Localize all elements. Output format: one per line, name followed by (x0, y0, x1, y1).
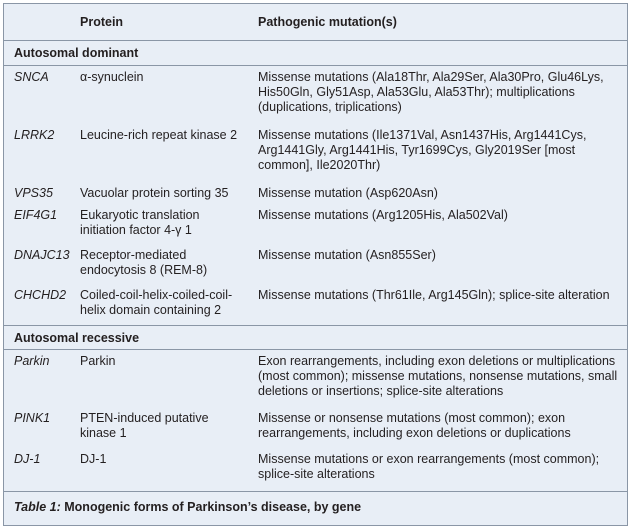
caption-text: Monogenic forms of Parkinson’s disease, by gene (60, 500, 362, 514)
mutation-column-header: Pathogenic mutation(s) (258, 15, 397, 29)
table-row-gene: Parkin (14, 354, 50, 368)
section-autosomal-dominant: Autosomal dominant (14, 46, 139, 60)
table-row-mutation: Missense mutations or exon rearrangements (most common); splice-site alterations (258, 452, 600, 481)
table-row-protein: Leucine-rich repeat kinase 2 (80, 128, 238, 142)
table-row-gene: PINK1 (14, 411, 51, 425)
table-row-gene: SNCA (14, 70, 49, 84)
table-row-mutation: Exon rearrangements, including exon deletions or multiplications (most common); missense mutations, nonsense mutations, small deletions or insertions; splice-site alterations (258, 354, 618, 398)
table-row-gene: DNAJC13 (14, 248, 70, 262)
protein-column-header: Protein (80, 15, 124, 29)
caption-divider (4, 491, 627, 492)
table-row-protein: Eukaryotic translation initiation factor 4-γ 1 (80, 208, 200, 237)
table-row-mutation: Missense mutations (Ile1371Val, Asn1437His, Arg1441Cys, Arg1441Gly, Arg1441His, Tyr1699Cys, Gly2019Ser [most common], Ile2020Thr) (258, 128, 587, 172)
table-row-protein: Vacuolar protein sorting 35 (80, 186, 229, 200)
section-autosomal-recessive: Autosomal recessive (14, 331, 140, 345)
table-row-gene: LRRK2 (14, 128, 55, 142)
caption-label: Table 1: (14, 500, 61, 514)
table-caption (14, 500, 361, 514)
table-row-mutation: Missense mutation (Asp620Asn) (258, 186, 438, 200)
section-divider-recessive (4, 349, 627, 350)
table-row-gene: EIF4G1 (14, 208, 58, 222)
header-divider (4, 40, 627, 41)
table-row-gene: CHCHD2 (14, 288, 67, 302)
table-row-mutation: Missense mutations (Ala18Thr, Ala29Ser, Ala30Pro, Glu46Lys, His50Gln, Gly51Asp, Ala53Glu, Ala53Thr); multiplications (duplications, triplications) (258, 70, 604, 114)
section-divider-top-recessive (4, 325, 627, 326)
table-frame (3, 3, 628, 526)
table-row-protein: Parkin (80, 354, 116, 368)
table-row-protein: Coiled-coil-helix-coiled-coil-helix domain containing 2 (80, 288, 233, 317)
table-row-protein: α-synuclein (80, 70, 144, 84)
table-row-mutation: Missense mutations (Thr61Ile, Arg145Gln); splice-site alteration (258, 288, 610, 302)
table-row-mutation: Missense mutations (Arg1205His, Ala502Val) (258, 208, 508, 222)
table-row-protein: DJ-1 (80, 452, 107, 466)
table-row-mutation: Missense or nonsense mutations (most common); exon rearrangements, including exon deletions or duplications (258, 411, 571, 440)
table-row-mutation: Missense mutation (Asn855Ser) (258, 248, 436, 262)
table-row-gene: VPS35 (14, 186, 53, 200)
table-row-protein: Receptor-mediated endocytosis 8 (REM-8) (80, 248, 208, 277)
table-row-gene: DJ-1 (14, 452, 41, 466)
section-divider-dominant (4, 65, 627, 66)
table-row-protein: PTEN-induced putative kinase 1 (80, 411, 209, 440)
